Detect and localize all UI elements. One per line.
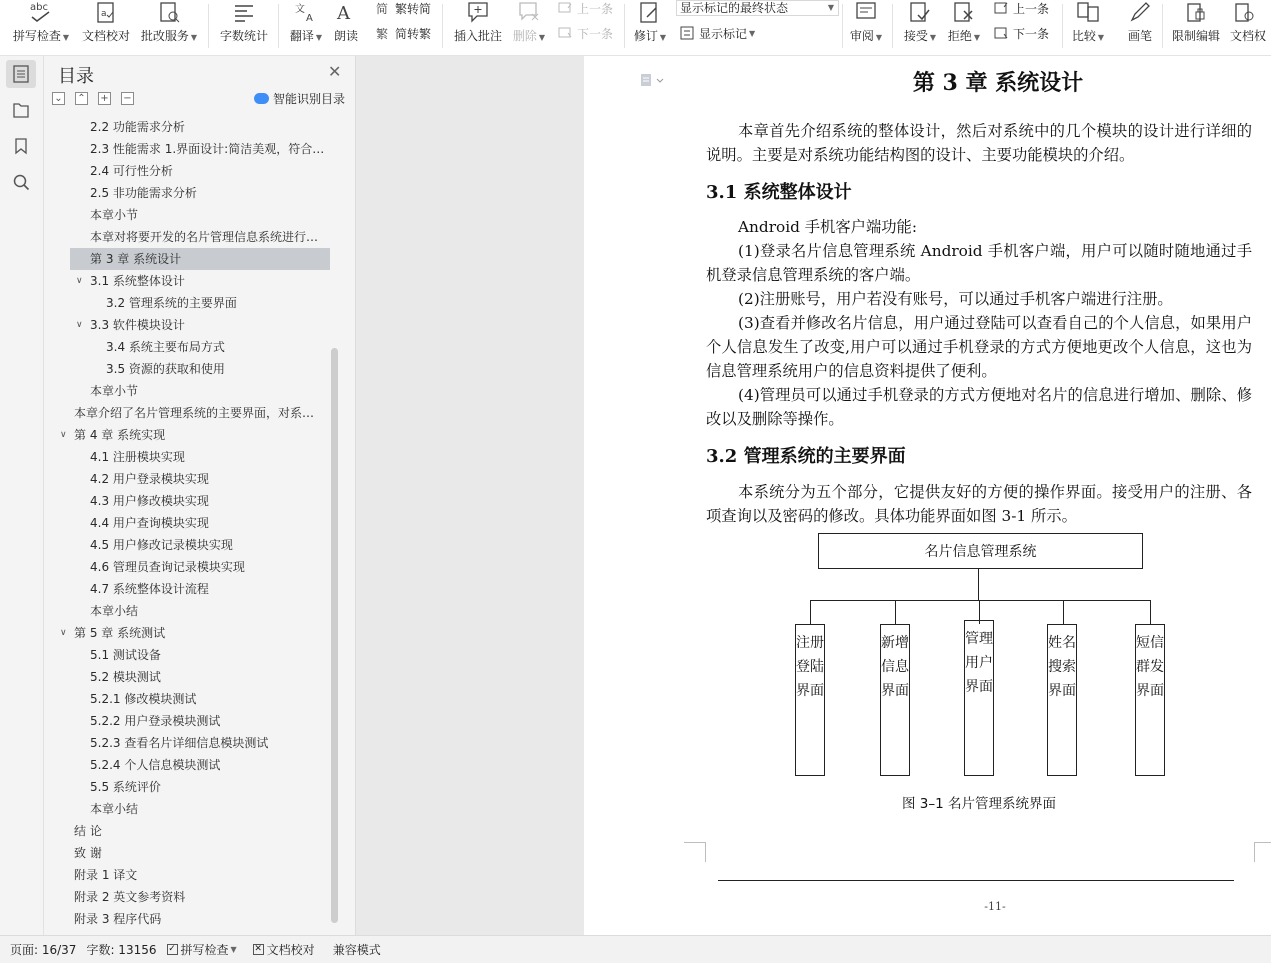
toc-item[interactable]: 4.7 系统整体设计流程: [90, 582, 209, 596]
reject-icon: [950, 0, 978, 24]
paragraph-3: (3)查看并修改名片信息，用户通过登陆可以查看自己的个人信息，如果用户个人信息发生了改变,用户可以通过手机登录的方式方便地更改个人信息，这也为信息管理系统用户的信息资料提供了便利。: [706, 314, 1252, 380]
toc-item[interactable]: 5.1 测试设备: [90, 648, 161, 662]
word-count-label: 字数统计: [219, 29, 268, 43]
show-marks-icon: [680, 26, 696, 40]
svg-text:a: a: [101, 9, 107, 19]
review-label: 审阅: [849, 29, 874, 43]
remove-level-icon[interactable]: −: [121, 92, 134, 105]
page-options-icon[interactable]: [640, 72, 666, 91]
revise-icon: [636, 0, 664, 24]
toc-item[interactable]: 5.2.3 查看名片详细信息模块测试: [90, 736, 269, 750]
paragraph-4: (4)管理员可以通过手机登录的方式方便地对名片的信息进行增加、删除、修改以及删除等操作。: [706, 386, 1252, 428]
figure-caption: 图 3–1 名片管理系统界面: [901, 796, 1056, 812]
section-3-1-heading: 3.1 系统整体设计: [706, 182, 852, 203]
restrict-edit-label: 限制编辑: [1171, 29, 1220, 43]
reject-label: 拒绝: [947, 29, 972, 43]
translate-icon: [292, 0, 320, 24]
next-change-icon: [994, 26, 1010, 40]
search-icon: [12, 173, 30, 191]
toc-item[interactable]: 第 5 章 系统测试: [74, 626, 166, 640]
folder-tree-icon: [12, 101, 30, 119]
toc-pane: [44, 56, 356, 935]
review-icon: [852, 0, 880, 24]
system-structure-diagram: [706, 530, 1252, 820]
bookmark-nav-button[interactable]: [6, 132, 36, 160]
accept-icon: [906, 0, 934, 24]
svg-text:A: A: [337, 3, 350, 23]
toc-item[interactable]: 本章小结: [90, 802, 139, 816]
section-3-2-heading: 3.2 管理系统的主要界面: [706, 446, 906, 467]
smart-toc-label: 智能识别目录: [273, 92, 346, 106]
spell-check-icon: [27, 0, 55, 24]
toc-item[interactable]: 5.2.1 修改模块测试: [90, 692, 197, 706]
doc-proof-button[interactable]: [80, 0, 132, 46]
revise-label: 修订: [633, 29, 658, 43]
pen-button[interactable]: [1124, 0, 1156, 46]
show-marks-label: 显示标记: [699, 26, 748, 41]
word-count-icon: [230, 0, 258, 24]
doc-permission-button[interactable]: [1230, 0, 1271, 46]
status-spell-check[interactable]: ✓ 拼写检查 ▼: [168, 943, 237, 957]
read-aloud-button[interactable]: [330, 0, 362, 46]
close-icon[interactable]: ✕: [328, 62, 342, 81]
trad-to-simp-label: 繁转简: [395, 1, 432, 16]
next-comment-icon: [558, 26, 574, 40]
page-corner-mark: [1254, 842, 1271, 862]
toc-item[interactable]: 4.4 用户查询模块实现: [90, 516, 209, 530]
next-comment-label: 下一条: [577, 26, 614, 41]
chevron-down-icon[interactable]: ∨: [60, 628, 67, 638]
add-level-icon[interactable]: +: [98, 92, 111, 105]
pen-icon: [1126, 0, 1154, 24]
toc-item[interactable]: 2.5 非功能需求分析: [90, 186, 197, 200]
toc-item-selected[interactable]: 第 3 章 系统设计: [70, 248, 330, 270]
translate-label: 翻译: [289, 29, 314, 43]
toc-tools: [52, 92, 134, 105]
checkbox-icon: ✓: [168, 944, 176, 954]
page-indicator[interactable]: 页面: 16/37: [10, 943, 77, 957]
side-nav-strip: [0, 56, 44, 935]
toc-item[interactable]: 2.3 性能需求 1.界面设计:简洁美观，符合…: [90, 142, 325, 156]
diagram-child-box: 短信群发界面: [1135, 624, 1165, 776]
diagram-root-box: 名片信息管理系统: [818, 533, 1143, 569]
prev-change-label: 上一条: [1013, 1, 1050, 16]
collapse-all-icon[interactable]: ⌃: [75, 92, 88, 105]
trad-to-simp-icon: [376, 1, 392, 15]
toc-item[interactable]: 2.2 功能需求分析: [90, 120, 185, 134]
android-paragraph: Android 手机客户端功能:: [738, 218, 917, 236]
mark-state-value: 显示标记的最终状态: [680, 1, 789, 15]
prev-comment-button[interactable]: [558, 0, 613, 17]
page-corner-mark: [684, 842, 706, 862]
diagram-child-box: 新增信息界面: [880, 624, 910, 776]
trad-to-simp-button[interactable]: [376, 0, 431, 17]
next-comment-button[interactable]: [558, 24, 613, 42]
reject-button[interactable]: 拒绝 ▼: [946, 0, 982, 46]
accept-label: 接受: [903, 29, 928, 43]
expand-all-icon[interactable]: ⌄: [52, 92, 65, 105]
simp-to-trad-label: 简转繁: [395, 26, 432, 41]
toc-item[interactable]: 附录 3 程序代码: [74, 912, 162, 926]
revise-service-icon: [155, 0, 183, 24]
toc-item[interactable]: 本章介绍了名片管理系统的主要界面，对系…: [74, 406, 315, 420]
toc-item[interactable]: 2.4 可行性分析: [90, 164, 173, 178]
toc-item[interactable]: 3.4 系统主要布局方式: [106, 340, 225, 354]
restrict-edit-button[interactable]: [1170, 0, 1222, 46]
read-aloud-icon: [332, 0, 360, 24]
toc-item[interactable]: 4.2 用户登录模块实现: [90, 472, 209, 486]
word-count-button[interactable]: [218, 0, 270, 46]
review-button[interactable]: 审阅 ▼: [848, 0, 884, 46]
chapter-title: 第 3 章 系统设计: [912, 70, 1084, 96]
smart-toc-icon: [254, 93, 269, 104]
paragraph-5: 本系统分为五个部分，它提供友好的方便的操作界面。接受用户的注册、各项查询以及密码的修改。具体功能界面如图 3-1 所示。: [706, 483, 1252, 525]
toc-icon: [12, 65, 30, 83]
toc-list: [44, 116, 334, 931]
next-change-button[interactable]: [994, 24, 1049, 42]
compare-icon: [1074, 0, 1102, 24]
toc-item[interactable]: 第 4 章 系统实现: [74, 428, 166, 442]
delete-comment-icon: [515, 0, 543, 24]
toc-item[interactable]: 5.5 系统评价: [90, 780, 161, 794]
intro-paragraph: 本章首先介绍系统的整体设计，然后对系统中的几个模块的设计进行详细的说明。主要是对系统功能结构图的设计、主要功能模块的介绍。: [706, 122, 1252, 164]
lock-icon: [1182, 0, 1210, 24]
mark-state-select[interactable]: [676, 0, 839, 16]
chevron-down-icon[interactable]: ∨: [76, 276, 83, 286]
page-number: -11-: [984, 900, 1006, 913]
spell-check-button[interactable]: abc 拼写检查 ▼: [12, 2, 70, 43]
svg-text:文: 文: [295, 4, 305, 15]
simp-to-trad-icon: [376, 26, 392, 40]
toc-nav-button[interactable]: [6, 60, 36, 88]
toc-item[interactable]: 附录 1 译文: [74, 868, 138, 882]
compare-button[interactable]: 比较 ▼: [1070, 0, 1106, 46]
svg-text:abc: abc: [30, 2, 48, 13]
toc-item[interactable]: 3.1 系统整体设计: [90, 274, 185, 288]
next-change-label: 下一条: [1013, 26, 1050, 41]
simp-to-trad-button[interactable]: [376, 24, 431, 42]
chevron-down-icon: ▼: [827, 3, 834, 12]
search-nav-button[interactable]: [6, 168, 36, 196]
doc-permission-label: 文档权: [1230, 29, 1267, 43]
paragraph-2: (2)注册账号，用户若没有账号，可以通过手机客户端进行注册。: [738, 290, 1173, 308]
read-aloud-label: 朗读: [333, 29, 358, 43]
chevron-down-icon[interactable]: ∨: [76, 320, 83, 330]
toc-item[interactable]: 致 谢: [74, 846, 102, 860]
toc-item[interactable]: 4.5 用户修改记录模块实现: [90, 538, 233, 552]
delete-comment-button[interactable]: 删除 ▼: [512, 0, 546, 46]
diagram-child-box: 注册登陆界面: [795, 624, 825, 776]
status-spell-label: 拼写检查: [180, 943, 229, 957]
toc-item[interactable]: 结 论: [74, 824, 102, 838]
toc-item[interactable]: 本章对将要开发的名片管理信息系统进行…: [90, 230, 319, 244]
toc-scrollbar[interactable]: [331, 348, 338, 923]
compat-mode: 兼容模式: [332, 943, 381, 957]
spell-check-label: 拼写检查: [12, 29, 61, 43]
word-count-indicator[interactable]: 字数: 13156: [86, 943, 157, 957]
insert-comment-label: 插入批注: [453, 29, 502, 43]
revise-service-button[interactable]: 批改服务 ▼: [140, 0, 198, 46]
toc-item[interactable]: 本章小结: [90, 604, 139, 618]
doc-permission-icon: [1230, 0, 1258, 24]
pen-label: 画笔: [1127, 29, 1152, 43]
diagram-child-box: 管理用户界面: [964, 620, 994, 776]
prev-comment-icon: [558, 1, 574, 15]
insert-comment-button[interactable]: [452, 0, 504, 46]
svg-text:A: A: [306, 13, 313, 23]
revise-service-label: 批改服务: [140, 29, 189, 43]
compare-label: 比较: [1071, 29, 1096, 43]
prev-change-button[interactable]: [994, 0, 1049, 17]
status-doc-proof[interactable]: [253, 941, 315, 958]
revise-button[interactable]: 修订 ▼: [632, 0, 668, 46]
svg-text:简: 简: [376, 2, 389, 15]
toc-item[interactable]: 本章小节: [90, 208, 139, 222]
doc-proof-label: 文档校对: [81, 29, 130, 43]
toc-item[interactable]: 4.1 注册模块实现: [90, 450, 185, 464]
toc-item[interactable]: 本章小节: [90, 384, 139, 398]
prev-change-icon: [994, 1, 1010, 15]
chevron-down-icon[interactable]: ∨: [60, 430, 67, 440]
toc-item[interactable]: 5.2.2 用户登录模块测试: [90, 714, 221, 728]
status-proof-label: 文档校对: [266, 943, 315, 957]
ribbon-toolbar: [0, 0, 1271, 56]
insert-comment-icon: [464, 0, 492, 24]
translate-button[interactable]: 文 A 翻译 ▼: [288, 0, 324, 46]
svg-text:繁: 繁: [376, 27, 389, 40]
status-bar: [0, 935, 1271, 963]
paragraph-1: (1)登录名片信息管理系统 Android 手机客户端，用户可以随时随地通过手机登录信息管理系统的客户端。: [706, 242, 1252, 284]
toc-item[interactable]: 4.3 用户修改模块实现: [90, 494, 209, 508]
doc-proof-icon: [92, 0, 120, 24]
footer-rule: [718, 880, 1234, 881]
bookmark-icon: [12, 137, 30, 155]
delete-comment-label: 删除: [512, 29, 537, 43]
toc-title: 目录: [58, 66, 94, 87]
toc-item[interactable]: 5.2.4 个人信息模块测试: [90, 758, 221, 772]
proof-icon: ✕: [254, 944, 262, 954]
chapter-nav-button[interactable]: [6, 96, 36, 124]
toc-item[interactable]: 3.2 管理系统的主要界面: [106, 296, 237, 310]
toc-item[interactable]: 5.2 模块测试: [90, 670, 161, 684]
prev-comment-label: 上一条: [577, 1, 614, 16]
toc-item[interactable]: 4.6 管理员查询记录模块实现: [90, 560, 245, 574]
toc-item[interactable]: 3.3 软件模块设计: [90, 318, 185, 332]
smart-toc-button[interactable]: [254, 90, 345, 107]
toc-item[interactable]: 3.5 资源的获取和使用: [106, 362, 225, 376]
toc-item[interactable]: 附录 2 英文参考资料: [74, 890, 186, 904]
show-marks-button[interactable]: 显示标记 ▼: [680, 24, 755, 42]
diagram-child-box: 姓名搜索界面: [1047, 624, 1077, 776]
accept-button[interactable]: 接受 ▼: [902, 0, 938, 46]
